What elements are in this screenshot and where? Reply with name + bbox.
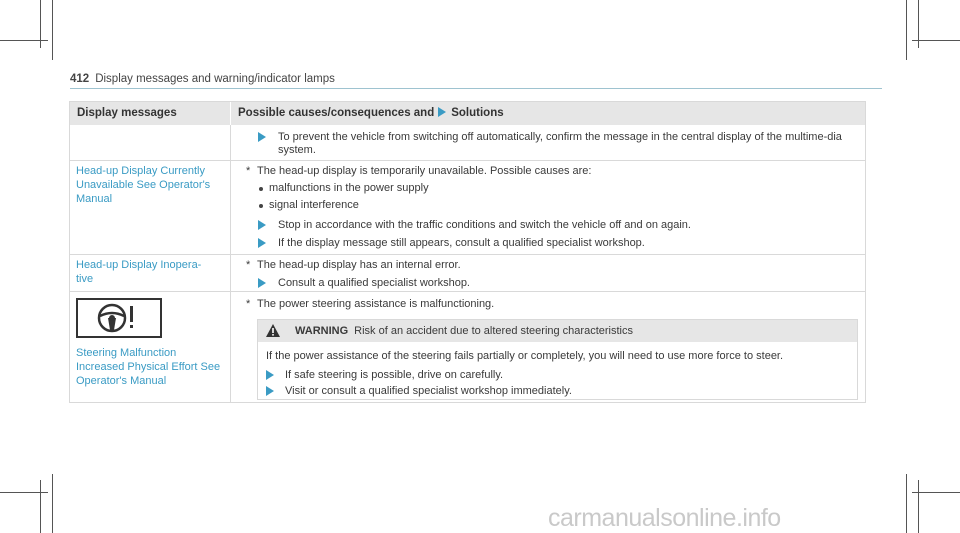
page-title: Display messages and warning/indicator lamps — [95, 73, 335, 85]
crop-mark — [40, 480, 41, 533]
warning-box — [257, 319, 858, 400]
page-number: 412 — [70, 73, 90, 85]
step-text: Consult a qualified specialist workshop. — [278, 277, 470, 289]
header-solutions — [238, 107, 504, 119]
arrow-icon — [266, 386, 274, 396]
warning-icon — [266, 324, 280, 337]
arrow-icon — [266, 370, 274, 380]
message-head-up-unavailable: Head-up Display Currently Unavailable See Operator's Manual — [76, 165, 211, 205]
step-text: To prevent the vehicle from switching off automatically, confirm the message in the central display of the multime-dia system. — [278, 131, 842, 156]
warning-title — [295, 325, 633, 337]
header-display-messages: Display messages — [77, 107, 177, 119]
bullet-icon — [259, 204, 263, 208]
header-solutions-text: Possible causes/consequences and — [238, 107, 435, 119]
messages-table — [69, 101, 866, 403]
header-solutions-suffix: Solutions — [451, 107, 504, 119]
warning-title-text: Risk of an accident due to altered steering characteristics — [354, 325, 633, 337]
list-item-text: malfunctions in the power supply — [269, 182, 429, 194]
bullet-icon — [259, 187, 263, 191]
page-header — [70, 73, 335, 85]
warning-text: If the power assistance of the steering fails partially or completely, you will need to use more force to steer. — [266, 350, 784, 362]
message-steering-malfunction: Steering Malfunction Increased Physical Effort See Operator's Manual — [76, 347, 221, 387]
crop-mark — [906, 0, 907, 60]
footnote-star: * — [246, 259, 251, 271]
step-text: If the display message still appears, consult a qualified specialist workshop. — [278, 237, 645, 249]
arrow-icon — [258, 278, 266, 288]
crop-mark — [906, 474, 907, 533]
crop-mark — [52, 474, 53, 533]
header-separator — [230, 102, 231, 125]
row-divider — [70, 160, 865, 161]
list-item-text: signal interference — [269, 199, 359, 211]
crop-mark — [912, 40, 960, 41]
steering-wheel-icon — [78, 300, 160, 336]
footnote-star: * — [246, 165, 251, 177]
cause-text: The power steering assistance is malfunctioning. — [257, 298, 495, 310]
crop-mark — [0, 40, 48, 41]
table-header — [70, 102, 865, 125]
crop-mark — [52, 0, 53, 60]
arrow-icon — [258, 238, 266, 248]
footnote-star: * — [246, 298, 251, 310]
arrow-icon — [438, 107, 446, 117]
step-text: If safe steering is possible, drive on carefully. — [285, 369, 504, 381]
row-divider — [70, 291, 865, 292]
arrow-icon — [258, 220, 266, 230]
watermark: carmanualsonline.info — [548, 504, 781, 532]
crop-mark — [918, 480, 919, 533]
row-divider — [70, 254, 865, 255]
cause-text: The head-up display is temporarily unavailable. Possible causes are: — [257, 165, 592, 177]
column-divider — [230, 125, 231, 402]
header-divider — [70, 88, 882, 89]
step-text: Stop in accordance with the traffic conditions and switch the vehicle off and on again. — [278, 219, 691, 231]
warning-label: WARNING — [295, 325, 349, 337]
cause-text: The head-up display has an internal error. — [257, 259, 461, 271]
step-text: Visit or consult a qualified specialist workshop immediately. — [285, 385, 572, 397]
warning-header — [258, 320, 857, 342]
message-head-up-inoperative: Head-up Display Inopera-tive — [76, 259, 202, 285]
steering-malfunction-icon — [76, 298, 162, 338]
crop-mark — [912, 492, 960, 493]
arrow-icon — [258, 132, 266, 142]
